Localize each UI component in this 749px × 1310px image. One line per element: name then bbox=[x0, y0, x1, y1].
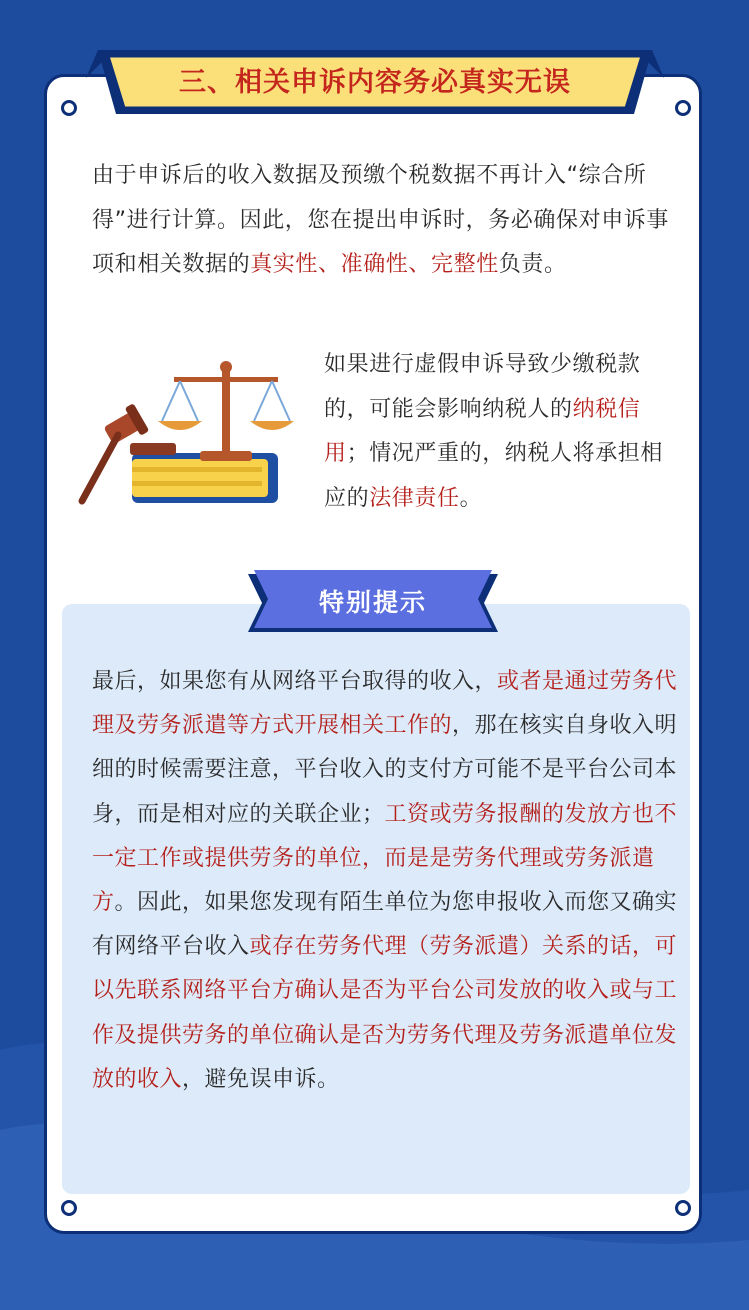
body-text: 。 bbox=[459, 485, 483, 511]
highlighted-text: 纳税信用 bbox=[324, 396, 641, 466]
highlighted-text: 或存在劳务代理（劳务派遣）关系的话，可以先联系网络平台方确认是否为平台公司发放的收入或与工作及提供劳务的单位确认是否为劳务代理及劳务派遣单位发放的收入 bbox=[92, 934, 678, 1092]
highlighted-text: 法律责任 bbox=[369, 485, 460, 511]
highlighted-text: 或者是通过劳务代理及劳务派遣等方式开展相关工作的 bbox=[92, 669, 678, 739]
card-corner-dot bbox=[675, 1200, 691, 1216]
paragraph-platform-income bbox=[92, 660, 682, 1102]
body-text: 如果进行虚假申诉导致少缴税款的，可能会影响纳税人的 bbox=[324, 352, 641, 422]
body-text: 由于申诉后的收入数据及预缴个税数据不再计入“综合所得”进行计算。因此，您在提出申诉时，务必确保对申诉事项和相关数据的 bbox=[92, 163, 669, 277]
body-text: ，那在核实自身收入明细的时候需要注意，平台收入的支付方可能不是平台公司本身，而是相对应的关联企业； bbox=[92, 713, 678, 827]
body-text: ，避免误申诉。 bbox=[182, 1066, 340, 1092]
highlighted-text: 工资或劳务报酬的发放方也不一定工作或提供劳务的单位，而是是劳务代理或劳务派遣方 bbox=[92, 801, 678, 916]
justice-illustration bbox=[74, 355, 304, 515]
body-text: 。因此，如果您发现有陌生单位为您申报收入而您又确实有网络平台收入 bbox=[92, 890, 678, 960]
paragraph-truthfulness bbox=[92, 154, 682, 288]
section-title: 三、相关申诉内容务必真实无误 bbox=[179, 67, 571, 98]
scales-of-justice-icon bbox=[158, 361, 294, 461]
body-text: 最后，如果您有从网络平台取得的收入， bbox=[92, 669, 498, 694]
card-corner-dot bbox=[675, 100, 691, 116]
card-corner-dot bbox=[61, 100, 77, 116]
body-text: 负责。 bbox=[498, 252, 567, 277]
highlighted-text: 真实性、准确性、完整性 bbox=[250, 252, 499, 277]
card-corner-dot bbox=[61, 1200, 77, 1216]
special-tip-banner bbox=[248, 570, 498, 636]
paragraph-false-appeal bbox=[324, 343, 674, 521]
special-tip-label: 特别提示 bbox=[318, 588, 427, 617]
section-title-banner bbox=[86, 44, 664, 122]
body-text: ；情况严重的，纳税人将承担相应的 bbox=[324, 441, 664, 511]
